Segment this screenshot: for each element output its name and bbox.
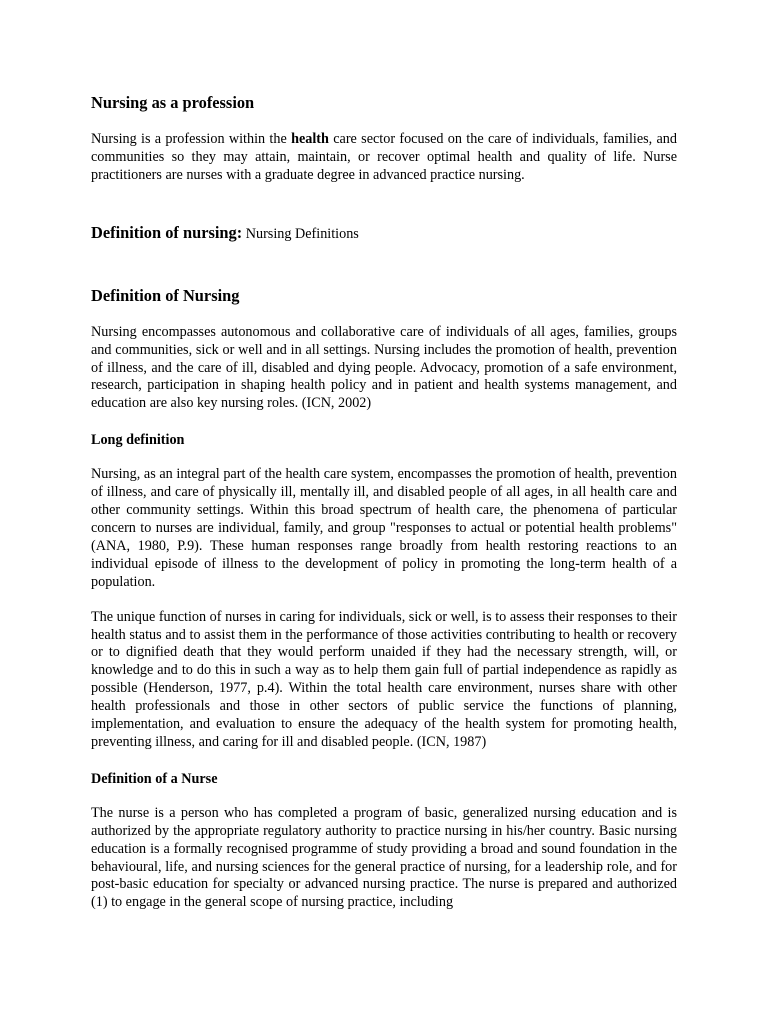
paragraph-long-definition-1: Nursing, as an integral part of the health care system, encompasses the promotion of health, prevention of illness, and care of physically ill, mentally ill, and disabled people of all ages, in all health care and other community settings. Within this broad spectrum of health care, the phenomena of particular concern to nurses are individual, family, and group "responses to actual or potential health problems" (ANA, 1980, P.9). These human responses range broadly from health restoring reactions to an individual episode of illness to the development of policy in promoting the long-term health of a population. <box>91 466 677 590</box>
document-page <box>91 90 677 912</box>
heading-definition-of-nursing-line <box>91 220 677 247</box>
profession-text-end: care sector focused on the care of individuals, families, and communities so they may attain, maintain, or recover optimal health and quality of life. Nurse practitioners are nurses with a graduate degree in advanced practice nursing. <box>91 131 677 183</box>
paragraph-definition: Nursing encompasses autonomous and collaborative care of individuals of all ages, families, groups and communities, sick or well and in all settings. Nursing includes the promotion of health, prevention of illness, and the care of ill, disabled and dying people. Advocacy, promotion of a safe environment, research, participation in shaping health policy and in patient and health systems management, and education are also key nursing roles. (ICN, 2002) <box>91 323 677 412</box>
paragraph-long-definition-2: The unique function of nurses in caring for individuals, sick or well, is to assess their responses to their health status and to assist them in the performance of those activities contributing to health or recovery or to dignified death that they would perform unaided if they had the necessary strength, will, or knowledge and to do this in such a way as to help them gain full of partial independence as rapidly as possible (Henderson, 1977, p.4). Within the total health care environment, nurses share with other health professionals and those in other sectors of public service the functions of planning, implementation, and evaluation to ensure the adequacy of the health system for promoting health, preventing illness, and caring for ill and disabled people. (ICN, 1987) <box>91 608 677 750</box>
profession-text-bold: health <box>291 131 329 147</box>
paragraph-profession <box>91 131 677 185</box>
heading-definition-of-nursing: Definition of Nursing <box>91 285 240 305</box>
definition-line-title: Definition of nursing: <box>91 222 243 242</box>
heading-long-definition: Long definition <box>91 432 185 449</box>
paragraph-nurse: The nurse is a person who has completed a program of basic, generalized nursing education and is authorized by the appropriate regulatory authority to practice nursing in his/her country. Basic nursing education is a formally recognised programme of study providing a broad and sound foundation in the behavioural, life, and nursing sciences for the general practice of nursing, for a leadership role, and for post-basic education for specialty or advanced nursing practice. The nurse is prepared and authorized (1) to engage in the general scope of nursing practice, including <box>91 804 677 911</box>
heading-definition-of-a-nurse: Definition of a Nurse <box>91 770 218 787</box>
profession-text-start: Nursing is a profession within the <box>91 131 292 147</box>
heading-nursing-profession: Nursing as a profession <box>91 93 255 112</box>
definition-line-subtitle: Nursing Definitions <box>242 225 359 242</box>
